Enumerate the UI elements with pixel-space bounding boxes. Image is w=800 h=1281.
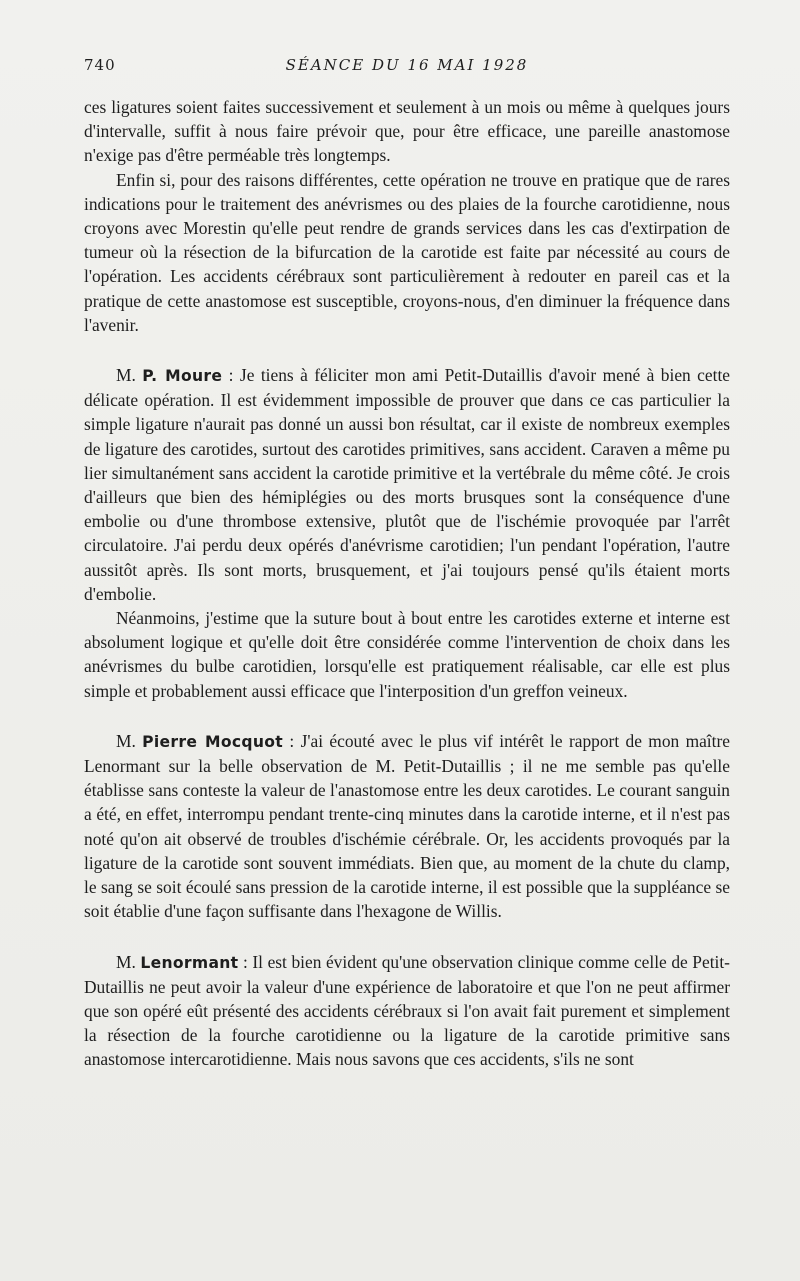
- paragraph-morestin: Enfin si, pour des raisons différentes, cette opération ne trouve en pratique que de rares indications pour le traitement des anévrismes ou des plaies de la fourche carotidienne, nous croyons avec Morestin qu'elle peut rendre de grands services dans les cas d'extirpation de tumeur où la résection de la bifurcation de la carotide est faite par nécessité au cours de l'opération. Les accidents cérébraux sont particulièrement à redouter en pareil cas et la pratique de cette anastomose est susceptible, croyons-nous, d'en diminuer la fréquence dans l'avenir.: [84, 169, 730, 335]
- running-title: SÉANCE DU 16 MAI 1928: [285, 56, 529, 74]
- section-gap: [84, 337, 730, 363]
- page-number: 740: [84, 56, 116, 74]
- section-gap: [84, 924, 730, 950]
- speaker-title: M.: [116, 365, 143, 386]
- speaker-title: M.: [116, 730, 143, 751]
- speaker-mocquot: Pierre Mocquot: [142, 732, 284, 751]
- body-text: [84, 95, 730, 1072]
- paragraph-mocquot: [84, 729, 730, 924]
- speaker-lenormant: Lenormant: [140, 953, 239, 972]
- section-gap: [84, 703, 730, 729]
- mocquot-remarks: : J'ai écouté avec le plus vif intérêt le rapport de mon maître Lenormant sur la belle observation de M. Petit-Dutaillis ; il ne me semble pas qu'elle établisse sans conteste la valeur de l'anastomose entre les deux carotides. Le courant sanguin a été, en effet, interrompu pendant trente-cinq minutes dans la carotide interne, et il n'est pas noté qu'on ait observé de troubles d'ischémie cérébrale. Or, les accidents provoqués par la ligature de la carotide sont souvent immédiats. Bien que, au moment de la chute du clamp, le sang se soit écoulé sans pression de la carotide interne, il est possible que la suppléance se soit établie d'une façon suffisante dans l'hexagone de Willis.: [84, 730, 730, 922]
- paragraph-lenormant: [84, 950, 730, 1072]
- speaker-moure: P. Moure: [142, 367, 223, 386]
- speaker-title: M.: [116, 951, 141, 972]
- paragraph-moure: [84, 363, 730, 606]
- lenormant-remarks: : Il est bien évident qu'une observation clinique comme celle de Petit-Dutaillis ne peut avoir la valeur d'une expérience de laboratoire et que l'on ne peut affirmer que son opéré eût présenté des accidents cérébraux si l'on avait fait purement et simplement la résection de la fourche carotidienne ou la ligature de la carotide primitive sans anastomose intercarotidienne. Mais nous savons que ces accidents, s'ils ne sont: [84, 951, 730, 1070]
- paragraph-suture: Néanmoins, j'estime que la suture bout à bout entre les carotides externe et interne est absolument logique et qu'elle doit être considérée comme l'intervention de choix dans les anévrismes du bulbe carotidien, lorsqu'elle est pratiquement réalisable, car elle est plus simple et probablement aussi efficace que l'interposition d'un greffon veineux.: [84, 608, 730, 701]
- paragraph-continuation: ces ligatures soient faites successivement et seulement à un mois ou même à quelques jours d'intervalle, suffit à nous faire prévoir que, pour être efficace, une pareille anastomose n'exige pas d'être perméable très longtemps.: [84, 97, 730, 166]
- moure-remarks: : Je tiens à féliciter mon ami Petit-Dutaillis d'avoir mené à bien cette délicate opération. Il est évidemment impossible de prouver que dans ce cas particulier la simple ligature n'aurait pas donné un aussi bon résultat, car il existe de nombreux exemples de ligature des carotides, surtout des carotides primitives, sans accident. Caraven a même pu lier simultanément sans accident la carotide primitive et la vertébrale du même côté. Je crois d'ailleurs que bien des hémiplégies ou des morts brusques sont la conséquence d'une embolie ou d'une thrombose extensive, plutôt que de l'ischémie provoquée par l'arrêt circulatoire. J'ai perdu deux opérés d'anévrisme carotidien; l'un pendant l'opération, l'autre aussitôt après. Ils sont morts, brusquement, et j'ai toujours pensé qu'ils étaient morts d'embolie.: [84, 365, 730, 604]
- running-header: [84, 56, 730, 78]
